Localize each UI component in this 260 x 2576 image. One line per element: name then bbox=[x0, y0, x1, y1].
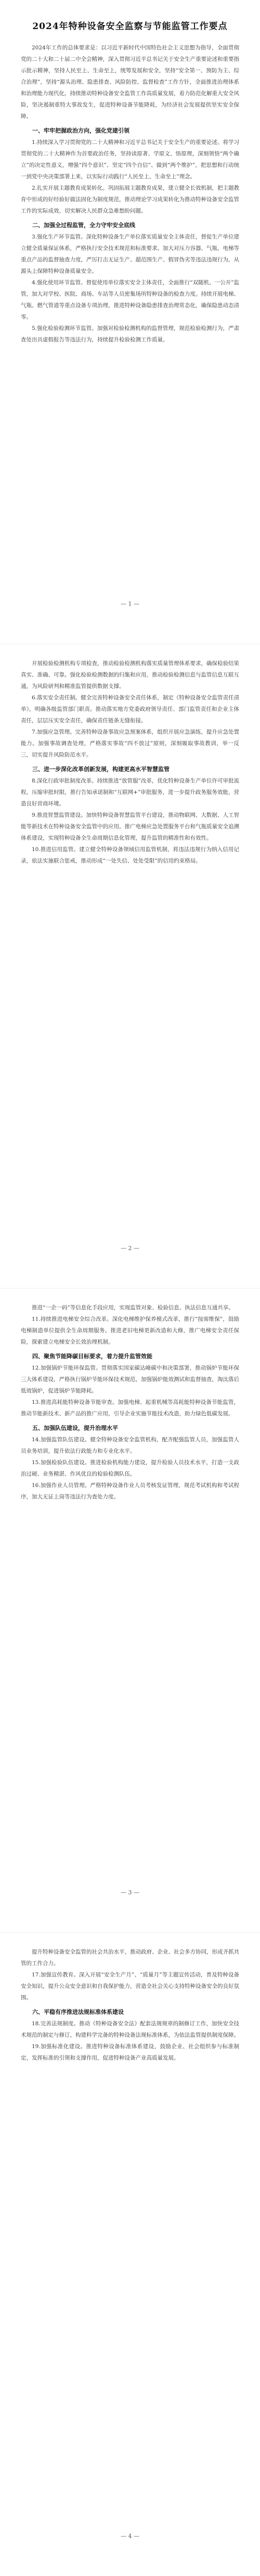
page-number: — 3 — bbox=[121, 1889, 139, 1896]
body-paragraph: 10.推进信用监管。建立健全特种设备领域信用监管机制，将违法违规行为纳入信用记录，依法实施联合惩戒，推动形成“一处失信、处处受限”的信用约束格局。 bbox=[21, 846, 239, 864]
document-page bbox=[0, 1289, 260, 1933]
body-paragraph: 推进“一企一码”等信息化手段应用，实现监管对象、检验信息、执法信息互通共享。 bbox=[32, 1305, 234, 1311]
document-page bbox=[0, 1933, 260, 2576]
body-paragraph: 开展检验检测机构专项检查，推动检验检测机构落实质量管理体系要求，确保检验结果真实、准确、可靠。强化检验检测数据的归集和应用，推动检验检测信息与监管信息互联互通，为风险研判和精准监管提供数据支撑。 bbox=[21, 660, 239, 689]
page-number: — 1 — bbox=[121, 601, 139, 607]
body-paragraph: 19.加强标准化建设。推进特种设备标准体系建设，鼓励企业、社会组织参与标准制定，发挥标准的引领和支撑作用，促进特种设备产业高质量发展。 bbox=[21, 2043, 239, 2061]
body-paragraph: 1.持续深入学习贯彻党的二十大精神和习近平总书记关于安全生产的重要论述。将学习贯彻党的二十大精神作为首要政治任务，坚持读原著、学原文、悟原理，深刻领悟“两个确立”的决定性意义，增强“四个意识”、坚定“四个自信”、做到“两个维护”，把思想和行动统一到党中央决策部署上来，以实际行动践行“人民至上、生命至上”理念。 bbox=[21, 139, 239, 180]
page-number: — 2 — bbox=[121, 1245, 139, 1252]
document-page bbox=[0, 0, 260, 644]
document-title: 2024年特种设备安全监察与节能监管工作要点 bbox=[32, 21, 228, 32]
section-heading: 五、加强队伍建设，提升治理水平 bbox=[32, 1425, 118, 1431]
body-paragraph: 4.强化使用环节监管。督促使用单位落实安全主体责任，全面推行“双随机、一公开”监管，加大对学校、医院、商场、车站等人员密集场所特种设备的检查力度。持续开展电梯、气瓶、燃气管道等重点设备专项治理，推进特种设备隐患排查治理常态化，确保隐患动态清零。 bbox=[21, 280, 239, 320]
body-paragraph: 2.扎实开展主题教育成果转化。巩固拓展主题教育成果，建立健全长效机制，把主题教育中形成的好经验好做法固化为制度规范，推动理论学习成果转化为推动特种设备安全监管工作的实际成效，切实解决人民群众急难愁盼问题。 bbox=[21, 185, 239, 214]
body-paragraph: 12.加强锅炉节能环保监管。贯彻落实国家碳达峰碳中和决策部署，推动锅炉节能环保三大体系建设，严格执行锅炉节能环保技术规范，加强锅炉能效测试和监督抽查，淘汰落后低效锅炉，促进锅炉节能降耗。 bbox=[21, 1365, 239, 1394]
body-paragraph: 2024年工作的总体要求是：以习近平新时代中国特色社会主义思想为指导，全面贯彻党的二十大和二十届二中全会精神，深入贯彻习近平总书记关于安全生产重要论述和重要指示批示精神，坚持人民至上、生命至上，统筹发展和安全，坚持“安全第一、预防为主、综合治理”，坚持“源头治理、隐患排查、风险防控、监督检查”工作方针，全面推进治理体系和治理能力现代化，持续推动特种设备安全监管工作高质量发展，着力防范化解重大安全风险，坚决遏制重特大事故发生，促进特种设备节能降耗，为经济社会发展提供坚实安全保障。 bbox=[21, 45, 239, 119]
body-paragraph: 16.加强作业人员管理。严格特种设备作业人员考核发证管理，规范考试机构和考试程序，加大无证上岗等违法行为查处力度。 bbox=[21, 1482, 239, 1500]
section-heading: 二、加强全过程监管，全力守牢安全底线 bbox=[32, 222, 135, 229]
section-heading: 三、进一步深化改革创新发展，构建更高水平智慧监管 bbox=[32, 766, 170, 773]
body-paragraph: 11.持续推进电梯安全综合改革。深化电梯维护保养模式改革，推行“按需维保”，鼓励电梯制造单位提供全生命周期服务。推进老旧电梯更新改造和大修，推广电梯安全责任保险，探索建立电梯安全长效治理机制。 bbox=[21, 1316, 239, 1345]
body-paragraph: 13.推进高耗能特种设备节能审查。加强电梯、起重机械等高耗能特种设备节能监管，推动节能新技术、新产品的推广应用，引导企业实施节能技术改造，助力绿色低碳发展。 bbox=[21, 1399, 239, 1417]
body-paragraph: 18.完善法规制度。推动《特种设备安全法》配套法规规章的制修订工作，加快安全技术规范的制定与修订，构建科学完备的特种设备法规标准体系，为依法监管提供制度保障。 bbox=[21, 2021, 239, 2038]
document-page bbox=[0, 644, 260, 1289]
section-heading: 六、平稳有序推进法规标准体系建设 bbox=[32, 2009, 124, 2015]
body-paragraph: 15.加强检验队伍建设。推进检验机构能力建设，提升检验人员技术水平，打造一支政治过硬、业务精湛、作风优良的检验检测队伍。 bbox=[21, 1459, 239, 1477]
page-number: — 4 — bbox=[121, 2533, 139, 2540]
body-paragraph: 17.加强宣传教育。深入开展“安全生产月”、“质量月”等主题宣传活动，普及特种设备安全知识，提升公众安全意识和自我保护能力，营造全社会关心支持特种设备安全的良好氛围。 bbox=[21, 1972, 239, 2001]
body-paragraph: 6.落实安全责任制。健全完善特种设备安全责任体系，制定《特种设备安全监管责任清单》，明确各级监管部门职责。推动落实地方党委政府领导责任、部门监管责任和企业主体责任，层层压实安全责任，确保责任链条无缝衔接。 bbox=[21, 695, 239, 724]
body-paragraph: 5.强化检验检测环节监管。加强对检验检测机构的监督管理，规范检验检测行为，严肃查处出具虚假报告等违法行为，持续提升检验检测工作质量。 bbox=[21, 325, 239, 343]
section-heading: 四、聚焦节能降碳目标要求，着力提升监管效能 bbox=[32, 1353, 152, 1360]
body-paragraph: 7.加强应急管理。完善特种设备事故应急预案体系，组织开展应急演练，提升应急处置能力。加强事故调查处理，严格落实事故“四不放过”原则，深刻吸取事故教训，举一反三，切实提升风险防范水平。 bbox=[21, 729, 239, 758]
section-heading: 一、牢牢把握政治方向，强化党建引领 bbox=[32, 127, 129, 134]
body-paragraph: 14.加强监管队伍建设。健全特种设备安全监管机构，配齐配强监管人员，加强监管人员业务培训，提升依法行政能力和专业化水平。 bbox=[21, 1437, 239, 1454]
body-paragraph: 提升特种设备安全监管的社会共治水平，推动政府、企业、社会多方协同，形成齐抓共管的工作合力。 bbox=[21, 1949, 239, 1967]
body-paragraph: 8.深化行政审批制度改革。持续推进“放管服”改革，优化特种设备生产单位许可审批流程，压缩审批时限，推行告知承诺制和“互联网+”审批服务，进一步提升政务服务效能，营造良好营商环境。 bbox=[21, 778, 239, 807]
body-paragraph: 9.推进智慧监管建设。加快特种设备智慧监管平台建设，推动物联网、大数据、人工智能等新技术在特种设备安全监管中的应用。推广电梯应急处置服务平台和气瓶质量安全追溯体系建设，实现特种设备全生命周期信息化管理，提升监管的精准性和有效性。 bbox=[21, 812, 239, 841]
body-paragraph: 3.强化生产环节监管。深化特种设备生产单位落实质量安全主体责任，督促生产单位建立健全质量保证体系，严格执行安全技术规范和标准要求。加大对压力容器、气瓶、电梯等重点产品的监督抽查力度，严厉打击无证生产、超范围生产、假冒伪劣等违法违规行为，从源头上保障特种设备质量安全。 bbox=[21, 234, 239, 274]
